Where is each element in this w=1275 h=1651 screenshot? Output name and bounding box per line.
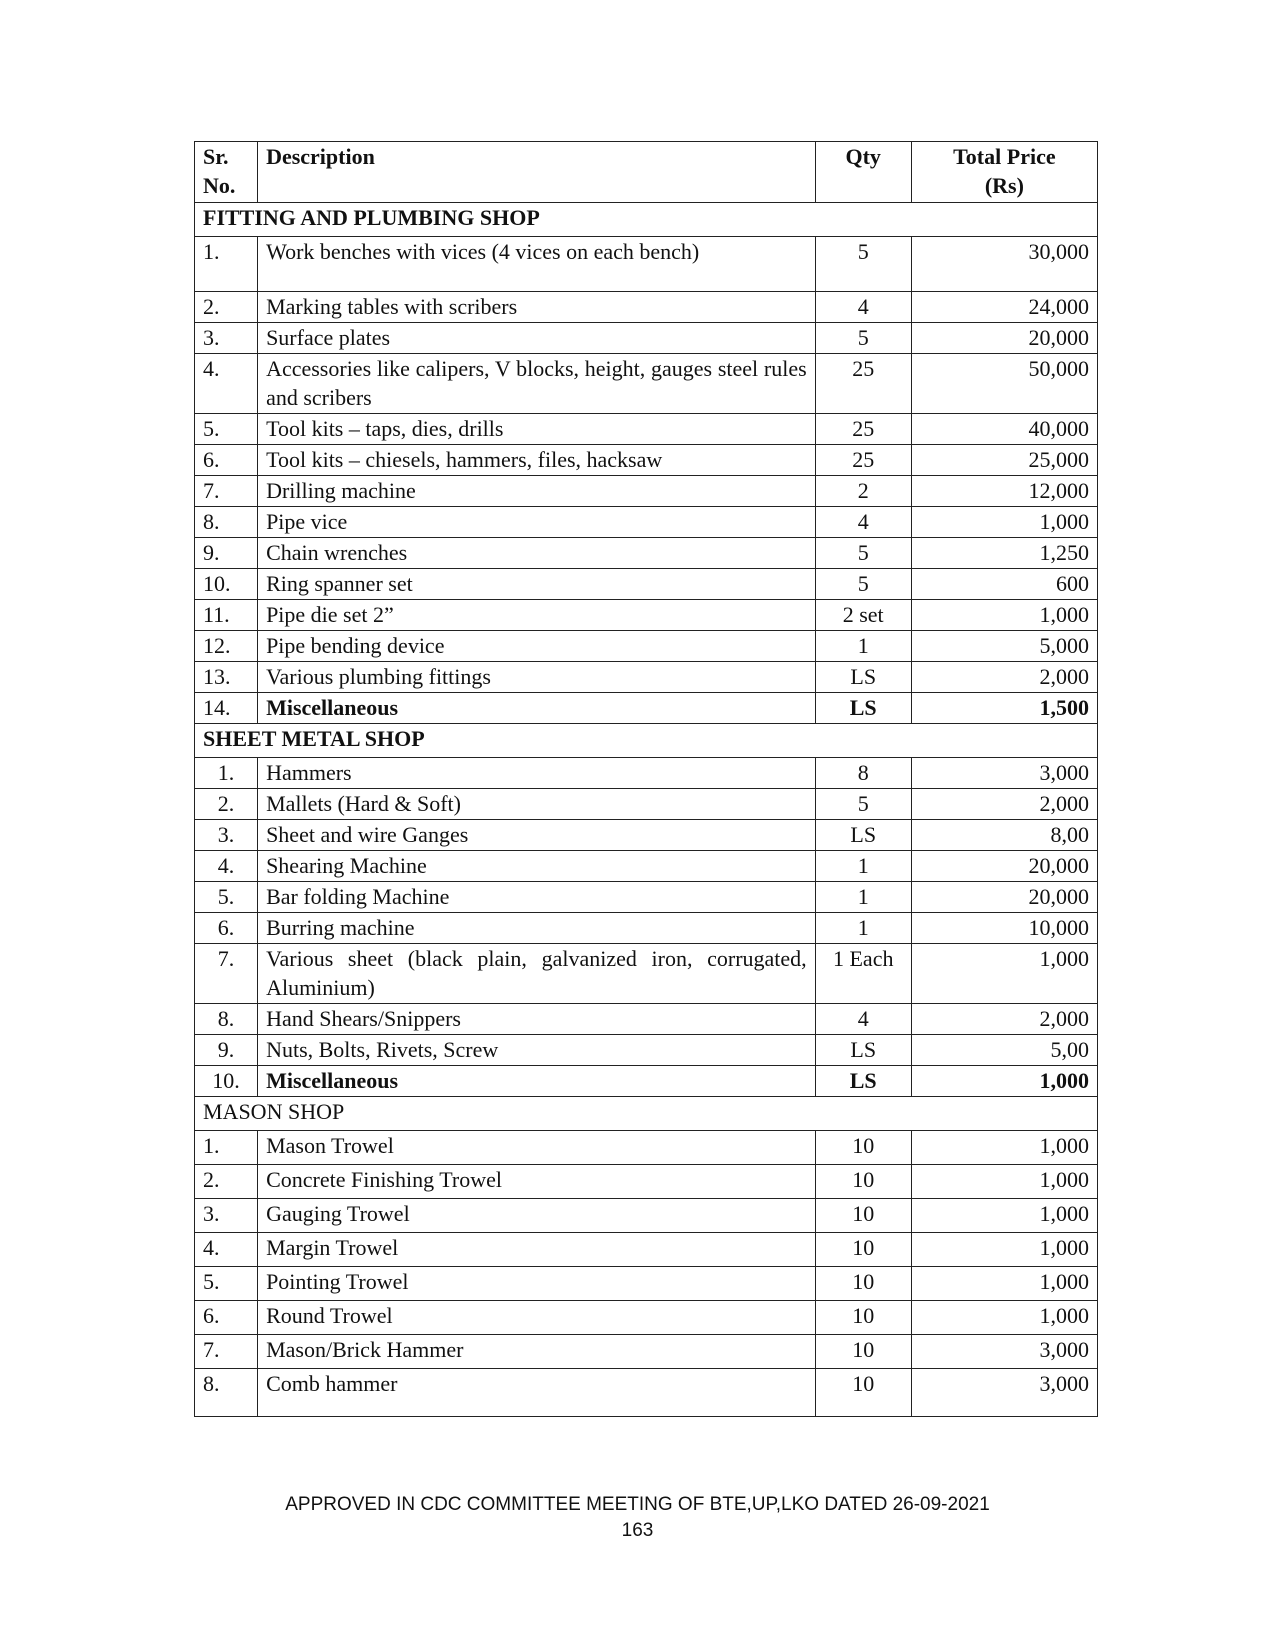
qty-cell: 10	[815, 1267, 911, 1301]
price-cell: 40,000	[911, 414, 1097, 445]
price-cell: 12,000	[911, 476, 1097, 507]
table-row	[195, 851, 1098, 882]
description-cell: Surface plates	[258, 323, 816, 354]
section-header-mason	[195, 1097, 1098, 1131]
sr-cell: 5.	[195, 1267, 258, 1301]
sr-cell: 11.	[195, 600, 258, 631]
sr-cell: 12.	[195, 631, 258, 662]
qty-cell: LS	[815, 662, 911, 693]
qty-cell: 1 Each	[815, 944, 911, 1004]
table-row	[195, 1369, 1098, 1417]
table-row	[195, 1066, 1098, 1097]
description-cell: Hammers	[258, 758, 816, 789]
description-cell: Nuts, Bolts, Rivets, Screw	[258, 1035, 816, 1066]
qty-cell: 1	[815, 631, 911, 662]
price-cell: 1,000	[911, 1066, 1097, 1097]
table-row	[195, 538, 1098, 569]
description-cell: Accessories like calipers, V blocks, height, gauges steel rules and scribers	[258, 354, 816, 414]
section-title: MASON SHOP	[195, 1097, 1098, 1131]
sr-cell: 3.	[195, 323, 258, 354]
price-cell: 2,000	[911, 662, 1097, 693]
qty-cell: 2 set	[815, 600, 911, 631]
qty-cell: 25	[815, 414, 911, 445]
table-body	[195, 203, 1098, 1417]
qty-cell: 1	[815, 851, 911, 882]
qty-cell: 10	[815, 1199, 911, 1233]
qty-cell: 4	[815, 507, 911, 538]
price-cell: 20,000	[911, 882, 1097, 913]
description-cell: Shearing Machine	[258, 851, 816, 882]
sr-cell: 4.	[195, 1233, 258, 1267]
sr-cell: 8.	[195, 507, 258, 538]
table-row	[195, 913, 1098, 944]
qty-cell: LS	[815, 820, 911, 851]
sr-cell: 10.	[195, 569, 258, 600]
description-cell: Work benches with vices (4 vices on each bench)	[258, 237, 816, 292]
description-cell: Concrete Finishing Trowel	[258, 1165, 816, 1199]
qty-cell: 5	[815, 237, 911, 292]
sr-cell: 6.	[195, 445, 258, 476]
section-header-sheet-metal	[195, 724, 1098, 758]
description-cell: Miscellaneous	[258, 693, 816, 724]
sr-cell: 1.	[195, 758, 258, 789]
table-row	[195, 292, 1098, 323]
qty-cell: 10	[815, 1131, 911, 1165]
header-description: Description	[258, 142, 816, 203]
qty-cell: 25	[815, 354, 911, 414]
sr-cell: 9.	[195, 538, 258, 569]
description-cell: Bar folding Machine	[258, 882, 816, 913]
description-cell: Miscellaneous	[258, 1066, 816, 1097]
price-cell: 600	[911, 569, 1097, 600]
qty-cell: 5	[815, 538, 911, 569]
qty-cell: 2	[815, 476, 911, 507]
table-row	[195, 882, 1098, 913]
price-cell: 2,000	[911, 789, 1097, 820]
qty-cell: LS	[815, 1066, 911, 1097]
description-cell: Mason Trowel	[258, 1131, 816, 1165]
price-cell: 20,000	[911, 323, 1097, 354]
sr-cell: 13.	[195, 662, 258, 693]
table-row	[195, 323, 1098, 354]
sr-cell: 1.	[195, 237, 258, 292]
sr-cell: 6.	[195, 913, 258, 944]
table-row	[195, 662, 1098, 693]
sr-cell: 7.	[195, 476, 258, 507]
price-cell: 1,000	[911, 600, 1097, 631]
price-cell: 2,000	[911, 1004, 1097, 1035]
sr-cell: 9.	[195, 1035, 258, 1066]
qty-cell: 25	[815, 445, 911, 476]
description-cell: Chain wrenches	[258, 538, 816, 569]
table-row	[195, 789, 1098, 820]
sr-cell: 6.	[195, 1301, 258, 1335]
table-row	[195, 507, 1098, 538]
sr-cell: 14.	[195, 693, 258, 724]
sr-cell: 5.	[195, 414, 258, 445]
table-row	[195, 354, 1098, 414]
header-sr-no: Sr. No.	[195, 142, 258, 203]
price-cell: 1,000	[911, 1233, 1097, 1267]
table-row	[195, 1199, 1098, 1233]
description-cell: Sheet and wire Ganges	[258, 820, 816, 851]
sr-cell: 3.	[195, 1199, 258, 1233]
price-cell: 20,000	[911, 851, 1097, 882]
sr-cell: 3.	[195, 820, 258, 851]
table-row	[195, 1267, 1098, 1301]
description-cell: Gauging Trowel	[258, 1199, 816, 1233]
section-header-fitting-plumbing	[195, 203, 1098, 237]
price-cell: 5,00	[911, 1035, 1097, 1066]
description-cell: Round Trowel	[258, 1301, 816, 1335]
table-row	[195, 820, 1098, 851]
price-cell: 24,000	[911, 292, 1097, 323]
price-cell: 3,000	[911, 758, 1097, 789]
qty-cell: 4	[815, 292, 911, 323]
description-cell: Various plumbing fittings	[258, 662, 816, 693]
table-header-row	[195, 142, 1098, 203]
price-cell: 1,250	[911, 538, 1097, 569]
description-cell: Mallets (Hard & Soft)	[258, 789, 816, 820]
table-row	[195, 414, 1098, 445]
table-row	[195, 1233, 1098, 1267]
sr-cell: 7.	[195, 1335, 258, 1369]
qty-cell: LS	[815, 693, 911, 724]
qty-cell: 8	[815, 758, 911, 789]
sr-cell: 7.	[195, 944, 258, 1004]
description-cell: Various sheet (black plain, galvanized iron, corrugated, Aluminium)	[258, 944, 816, 1004]
price-cell: 1,000	[911, 1267, 1097, 1301]
header-total-price: Total Price (Rs)	[911, 142, 1097, 203]
table-row	[195, 476, 1098, 507]
header-qty: Qty	[815, 142, 911, 203]
description-cell: Pipe vice	[258, 507, 816, 538]
section-title: FITTING AND PLUMBING SHOP	[195, 203, 1098, 237]
sr-cell: 8.	[195, 1004, 258, 1035]
table-row	[195, 445, 1098, 476]
price-cell: 1,500	[911, 693, 1097, 724]
price-cell: 1,000	[911, 1199, 1097, 1233]
price-cell: 8,00	[911, 820, 1097, 851]
description-cell: Comb hammer	[258, 1369, 816, 1417]
qty-cell: 5	[815, 569, 911, 600]
table-row	[195, 569, 1098, 600]
section-title: SHEET METAL SHOP	[195, 724, 1098, 758]
qty-cell: 5	[815, 789, 911, 820]
table-row	[195, 1004, 1098, 1035]
qty-cell: 5	[815, 323, 911, 354]
sr-cell: 2.	[195, 789, 258, 820]
sr-cell: 10.	[195, 1066, 258, 1097]
equipment-table	[194, 141, 1098, 1417]
table-row	[195, 631, 1098, 662]
table-row	[195, 693, 1098, 724]
table-row	[195, 944, 1098, 1004]
description-cell: Hand Shears/Snippers	[258, 1004, 816, 1035]
price-cell: 10,000	[911, 913, 1097, 944]
description-cell: Margin Trowel	[258, 1233, 816, 1267]
description-cell: Burring machine	[258, 913, 816, 944]
description-cell: Tool kits – taps, dies, drills	[258, 414, 816, 445]
price-cell: 3,000	[911, 1335, 1097, 1369]
price-cell: 3,000	[911, 1369, 1097, 1417]
description-cell: Pipe die set 2”	[258, 600, 816, 631]
sr-cell: 4.	[195, 851, 258, 882]
qty-cell: 10	[815, 1335, 911, 1369]
table-row	[195, 1131, 1098, 1165]
price-cell: 1,000	[911, 1131, 1097, 1165]
page-footer	[0, 1492, 1275, 1544]
table-row	[195, 237, 1098, 292]
description-cell: Ring spanner set	[258, 569, 816, 600]
price-cell: 5,000	[911, 631, 1097, 662]
page-number: 163	[621, 1520, 654, 1541]
table-row	[195, 600, 1098, 631]
sr-cell: 8.	[195, 1369, 258, 1417]
description-cell: Drilling machine	[258, 476, 816, 507]
sr-cell: 1.	[195, 1131, 258, 1165]
qty-cell: 10	[815, 1233, 911, 1267]
table-row	[195, 1035, 1098, 1066]
description-cell: Mason/Brick Hammer	[258, 1335, 816, 1369]
table-row	[195, 758, 1098, 789]
qty-cell: 10	[815, 1369, 911, 1417]
qty-cell: 1	[815, 882, 911, 913]
sr-cell: 4.	[195, 354, 258, 414]
sr-cell: 2.	[195, 292, 258, 323]
price-cell: 1,000	[911, 1301, 1097, 1335]
price-cell: 50,000	[911, 354, 1097, 414]
qty-cell: LS	[815, 1035, 911, 1066]
qty-cell: 10	[815, 1165, 911, 1199]
price-cell: 1,000	[911, 507, 1097, 538]
qty-cell: 4	[815, 1004, 911, 1035]
description-cell: Marking tables with scribers	[258, 292, 816, 323]
price-cell: 1,000	[911, 1165, 1097, 1199]
price-cell: 25,000	[911, 445, 1097, 476]
sr-cell: 5.	[195, 882, 258, 913]
description-cell: Pipe bending device	[258, 631, 816, 662]
table-row	[195, 1165, 1098, 1199]
description-cell: Tool kits – chiesels, hammers, files, hacksaw	[258, 445, 816, 476]
approval-note: APPROVED IN CDC COMMITTEE MEETING OF BTE,UP,LKO DATED 26-09-2021	[285, 1494, 990, 1515]
price-cell: 30,000	[911, 237, 1097, 292]
qty-cell: 1	[815, 913, 911, 944]
qty-cell: 10	[815, 1301, 911, 1335]
description-cell: Pointing Trowel	[258, 1267, 816, 1301]
sr-cell: 2.	[195, 1165, 258, 1199]
price-cell: 1,000	[911, 944, 1097, 1004]
table-row	[195, 1301, 1098, 1335]
table-row	[195, 1335, 1098, 1369]
